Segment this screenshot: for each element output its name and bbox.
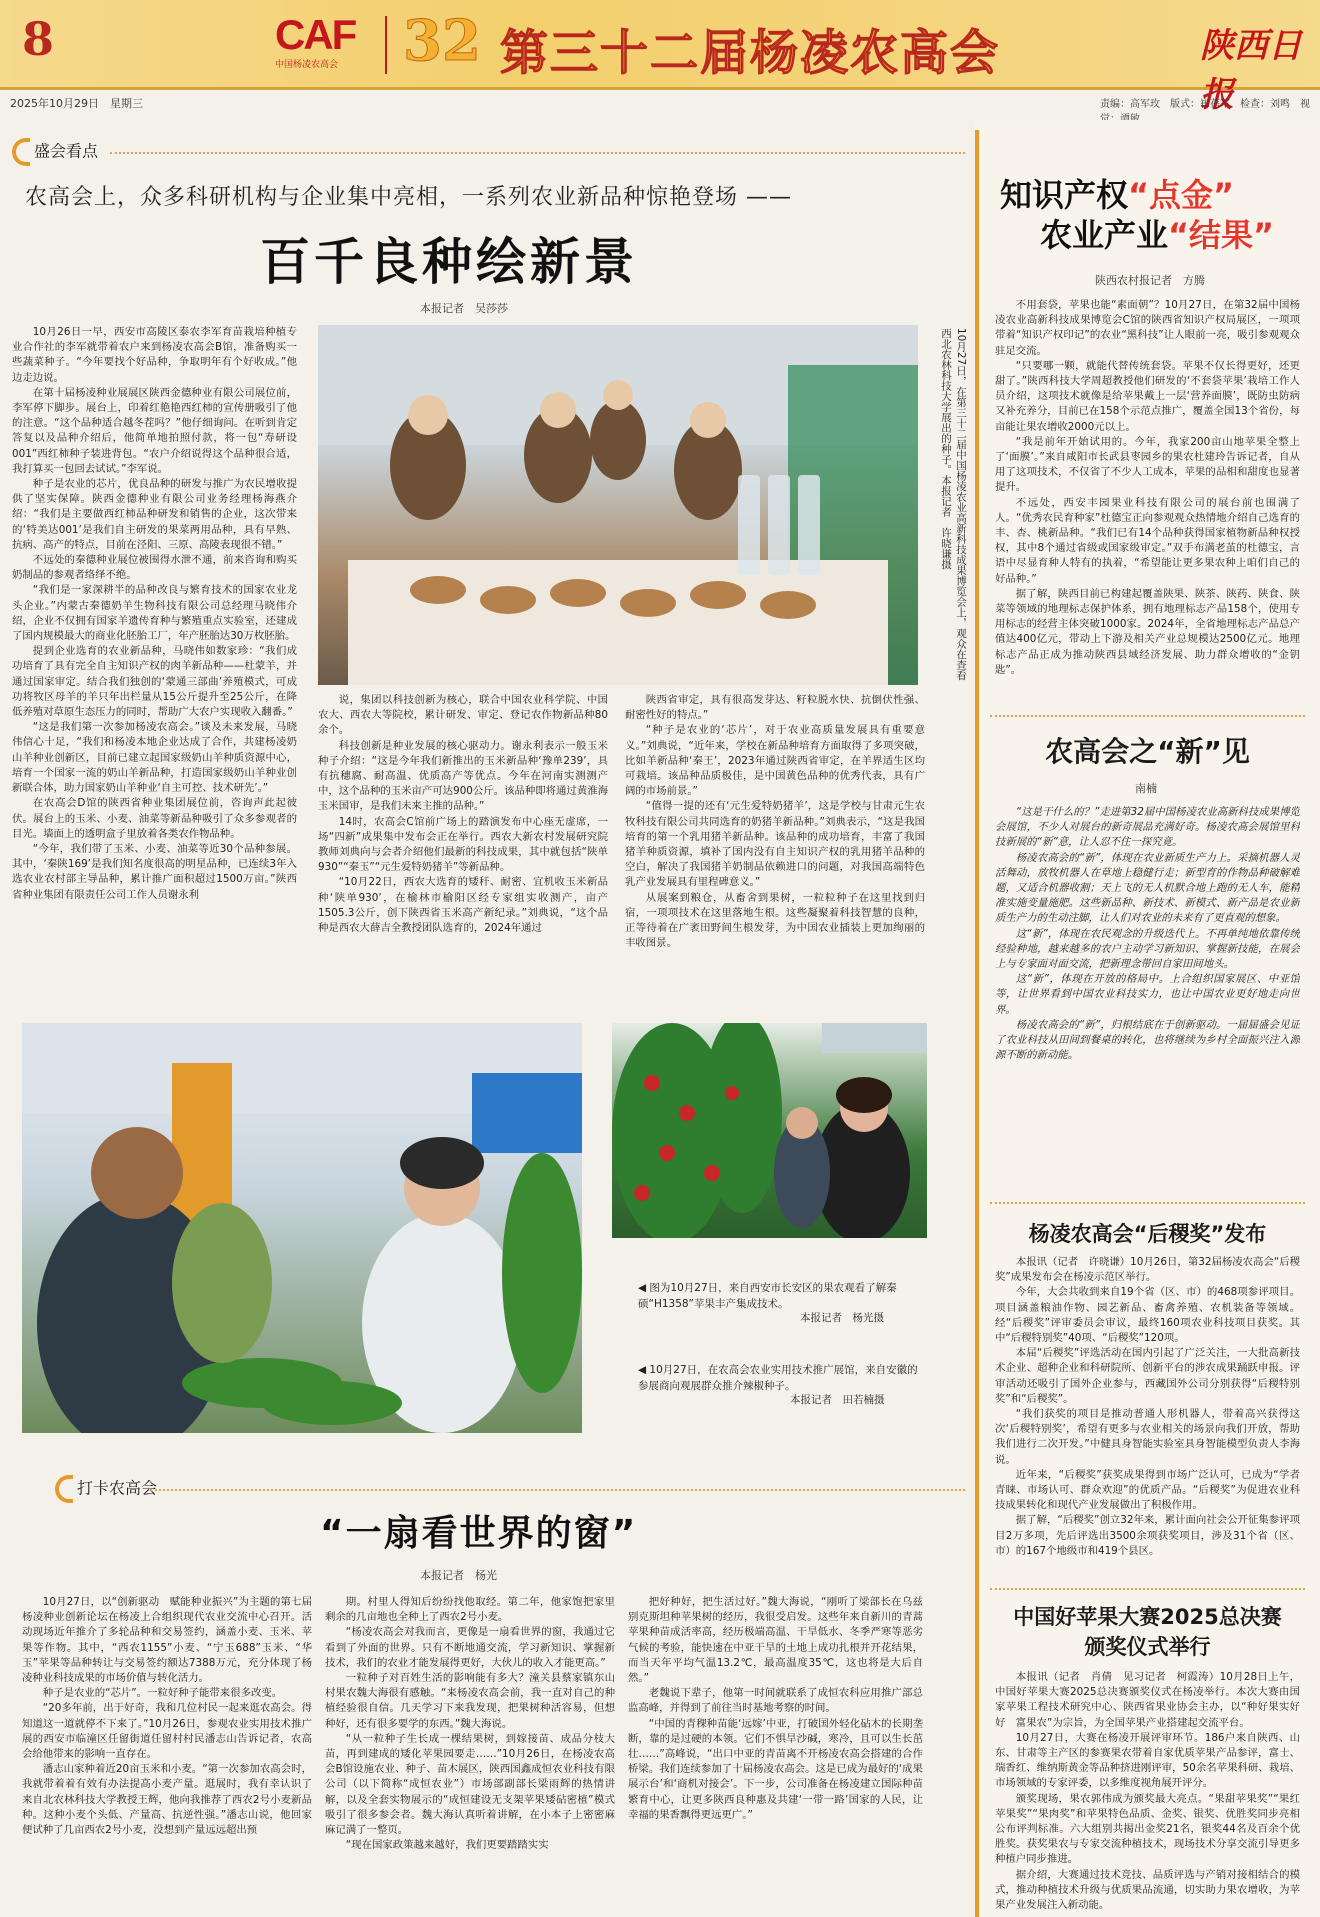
photo-farmer-vegetables-art — [22, 1023, 582, 1433]
sidebar — [975, 120, 1320, 1917]
fair-name: 第三十二届杨凌农高会 — [500, 25, 1001, 81]
main-headline: 百千良种绘新景 — [260, 233, 638, 291]
editors-credit: 责编：高军玫 版式：崔蓓军 检查：刘鸣 视 — [1100, 99, 1310, 110]
fair-number: 32 — [403, 8, 481, 74]
lower-col-2: 期。村里人得知后纷纷找他取经。第二年，他家饱把家里剩余的几亩地也全种上了西农2号小麦。 “杨凌农高会对我而言，更像是一扇看世界的窗，我通过它看到了外面的世界。只有不断地通交流，学习新知识、掌握新技术，我们的农业才能发展得更好，大伙儿的收入才能更高。” 一粒种子对百姓生活的影响能有多大？潼关县蔡家镇东山村果农魏大海很有感触。“来杨凌农高会前，我一直对自己的种植经验很自信。几天学习下来我发现，把果树种活容易，但想种好，还有很多要学的东西。”魏大海说。 “从一粒种子生长成一棵结果树，到嫁接苗、成品分枝大苗，再到建成的矮化苹果园要走……”10月26日，在杨凌农高会B馆设施农业、种子、苗木展区，陕西国鑫成恒农业科技有限公司（以下简称“成恒农业”）市场部副部长梁雨辉的热情讲解，以及全套实物展示的“成恒建设无支架苹果矮砧密植”模式吸引了很多参会者。魏大海认真听着讲解，在小本子上密密麻麻记满了一整页。 “现在国家政策越来越好，我们更要踏踏实实 — [325, 1596, 615, 1852]
section-rule-lower — [150, 1489, 965, 1491]
caf-logo — [275, 12, 375, 82]
sidebar-story4-title: 中国好苹果大赛2025总决赛 颁奖仪式举行 — [1013, 1605, 1282, 1659]
section-label-lower: 打卡农高会 — [55, 1475, 185, 1509]
sidebar-story1-body: 不用套袋，苹果也能“素面朝”？10月27日，在第32届中国杨凌农业高新科技成果博览会C馆的陕西省知识产权局展区，一项项带着“知识产权印记”的农业“黑科技”让人眼前一亮，吸引参观观众驻足交流。 “只要哪一颗，就能代替传统套袋。苹果不仅长得更好，还更甜了。”陕西科技大学周超教授他们研发的‘不套袋苹果’栽培工作人员介绍，这项技术就像是给苹果戴上一层‘营养面膜’，既防虫防病又补充养分，目前已在158个示范点推广，覆盖全国13个省份，每亩能让果农增收2000元以上。 “我是前年开始试用的。今年，我家200亩山地苹果全整上了‘面膜’。”来自咸阳市长武县枣园乡的果农杜建玲告诉记者，自从用了这项技术，不仅省了不少人工成本，苹果的品相和甜度也显著提升。 不远处，西安丰园果业科技有限公司的展台前也围满了人。“优秀农民育种家”杜德宝正向参观观众热情地介绍自己选育的丰、杏、桃新品种。“我们已有14个品种获得国家植物新品种权授权，其中8个通过省级或国家级审定。”双手布满老茧的杜德宝，言语中尽显育种人特有的执着，“希望能让更多果农种上咱们自己的好品种。” 据了解，陕西目前已构建起覆盖陕果、陕茶、陕药、陕食、陕菜等领域的地理标志保护体系，拥有地理标志产品158个，使用专用标志的经营主体突破1000家。2024年，全省地理标志产品总产值达400亿元，带动上下游及相关产业总规模达2500亿元。地理标志产品正成为推动陕西县域经济发展、助力群众增收的“金钥匙”。 — [995, 299, 1300, 676]
sidebar-rule-2 — [990, 1202, 1305, 1204]
sidebar-story3-title: 杨凌农高会“后稷奖”发布 — [1028, 1222, 1267, 1246]
sidebar-story1-byline: 陕西农村报记者 方腾 — [1095, 274, 1205, 287]
section-arc-icon — [12, 138, 30, 166]
main-col-2: 说，集团以科技创新为核心，联合中国农业科学院、中国农大、西农大等院校，累计研发、审定、登记农作物新品种80余个。 科技创新是种业发展的核心驱动力。谢永利表示一般玉米种子介绍：“这是今年我们新推出的玉米新品种‘豫单239’，具有抗穗腐、耐高温、优质高产等优点。今年在河南实测测产中，这个品种的玉米亩产可达900公斤。该品种即将通过黄淮海玉米国审，是我们未来主推的品种。” 14时，农高会C馆前广场上的踏演发布中心座无虚席，一场“四新”成果集中发布会正在举行。西农大新农村发展研究院教师刘典向与会者介绍他们最新的科技成果，其中就包括“陕单930”“秦玉”“元生爱特奶猪羊”等新品种。 “10月22日，西农大选育的矮秆、耐密、宜机收玉米新品种‘陕单930’，在榆林市榆阳区经专家组实收测产，亩产1505.3公斤，创下陕西省玉米高产新纪录。”刘典说，“这个品种是西农大薛吉全教授团队选育的，2024年通过 — [318, 694, 608, 935]
photo-pepper-stand-credit: 本报记者 杨光摄 — [800, 1312, 884, 1324]
dateline: 2025年10月29日 星期三 — [10, 97, 143, 110]
photo-seed-display-art — [318, 325, 918, 685]
section-arc-icon — [55, 1475, 73, 1503]
main-col-3: 陕西省审定，具有很高发芽达、籽粒脱水快、抗倒伏性强、耐密性好的特点。” “种子是农业的‘芯片’，对于农业高质量发展具有重要意义。”刘典说，“近年来，学校在新品种培育方面取得了多项突破，比如羊新品种‘秦王’，2023年通过陕西省审定，在羊界适生区均可栽培。该品种品质极佳，是中国黄色品种的优秀代表，具有广阔的市场前景。” “值得一提的还有‘元生爱特奶猪羊’，这是学校与甘肃元生农牧科技有限公司共同选育的奶猪羊新品种。”刘典表示，“这是我国培育的第一个乳用猪羊新品种。该品种的成功培育，丰富了我国猪羊种质资源，填补了国内没有自主知识产权的乳用猪羊品种的空白，解决了我国猪羊奶制品依赖进口的问题，对我国高端特色乳产业发展具有里程碑意义。” 从展案到粮仓，从畜舍到果树，一粒粒种子在这里找到归宿，一项项技术在这里落地生根。这些凝聚着科技智慧的良种，正等待着在广袤田野间生根发芽，为中国农业插装上更加绚丽的丰收图景。 — [625, 694, 925, 950]
page-number: 8 — [22, 12, 55, 66]
triangle-marker-icon: ◀ — [638, 1364, 647, 1376]
sidebar-story2-title: 农高会之“新”见 — [1045, 735, 1250, 768]
sidebar-story1-title: 知识产权“点金” 农业产业“结果” — [1000, 176, 1275, 254]
masthead-divider — [385, 16, 387, 74]
section-rule — [110, 152, 965, 154]
main-subhead: 农高会上，众多科研机构与企业集中亮相，一系列农业新品种惊艳登场 —— — [25, 185, 792, 210]
main-col-1: 10月26日一早，西安市高陵区泰农李军育苗栽培种植专业合作社的李军就带着农户来到杨凌农高会B馆，准备购买一些蔬菜种子。“今年要找个好品种，争取明年有个好收成。”他边走边说。 在第十届杨凌种业展展区陕西金德种业有限公司展位前，李军停下脚步。展台上，印着红艳艳西红柿的宣传册吸引了他的注意。“这个品种适合越冬茬吗？”他仔细询问。在听到肯定答复以及品种介绍后，他简单地拍照付款，将一包“寿研设001”西红柿种子装进背包。“农户介绍说得这个品种很合适，我打算买一包回去试试。”李军说。 种子是农业的芯片，优良品种的研发与推广为农民增收提供了坚实保障。陕西金德种业有限公司业务经理杨海燕介绍：“我们是主要做西红柿品种研发和销售的企业，这次带来的‘特美达001’是我们自主研发的果菜两用品种，具有早熟、抗病、高产的特点，目前在泾阳、三原、高陵表现很不错。” 不远处的秦德种业展位被围得水泄不通，前来咨询和购买奶制品的参观者络绎不绝。 “我们是一家深耕半的品种改良与繁育技术的国家农业龙头企业。”内蒙古秦德奶羊生物科技有限公司总经理马晓伟介绍，企业不仅拥有国家羊遗传育种与繁殖重点实验室，还建成了国内规模最大的商业化胚胎工厂，年产胚胎达30万枚胚胎。 提到企业选育的农业新品种，马晓伟如数家珍：“我们成功培育了具有完全自主知识产权的肉羊新品种——杜蒙羊，并通过国家审定。结合我们独创的‘蒙通三部曲’养殖模式，可成功将牧区母羊的羊只年出栏量从15公斤提升至25公斤，在降低养殖对草原生态压力的同时，帮助广大农户实现收入翻番。” “这是我们第一次参加杨凌农高会。”谈及未来发展，马晓伟信心十足，“我们和杨凌本地企业达成了合作，共建杨凌奶山羊种业创新区，目前已建立起国家级奶山羊种质资源中心，培育一个国家一流的奶山羊新品种，打造国家级奶山羊种业创新联合体，助力国家奶山羊种业‘自主可控、技术研先’。” 在农高会D馆的陕西省种业集团展位前，咨询声此起彼伏。展台上的玉米、小麦、油菜等新品种吸引了众多参观者的目光。墙面上的透明盒子里放着各类农作物品种。 “今年，我们带了玉米、小麦、油菜等近30个品种参展。其中，‘秦陕169’是我们知名度很高的明星品种，已连续3年入选农业农村部主导品种，累计推广面积超过1500万亩。”陕西省种业集团有限责任公司工作人员谢永利 — [12, 326, 297, 901]
main-byline: 本报记者 吴莎莎 — [420, 302, 508, 315]
sidebar-rule-1 — [990, 715, 1305, 717]
photo-farmer-vegetables-caption: ◀ 10月27日，在农高会农业实用技术推广展馆，来自安徽的参展商向观展群众推介辣椒种子。 — [638, 1364, 918, 1392]
photo-farmer-vegetables-credit: 本报记者 田若楠摄 — [790, 1394, 885, 1406]
sidebar-story2-byline: 南楠 — [1135, 782, 1157, 795]
lower-headline: “一扇看世界的窗” — [320, 1513, 638, 1554]
photo-farmer-vegetables — [22, 1023, 582, 1433]
lower-col-1: 10月27日，以“创新驱动 赋能种业振兴”为主题的第七届杨凌种业创新论坛在杨凌上合组织现代农业交流中心召开。活动现场近年推介了多轮品种和交易签约，涵盖小麦、玉米、苹果等作物。其中，“西农1155”小麦、“宁玉688”玉米、“华玉”苹果等品种转让与交易签约额达7388万元，充分体现了杨凌种业科技成果的市场价值与转化活力。 种子是农业的“芯片”。一粒好种子能带来很多改变。 “20多年前，出于好奇，我和几位村民一起来逛农高会。得知道这一道就停不下来了。”10月26日，参观农业实用技术推广展的西安市临潼区任留街道任留村村民潘志山告诉记者，农高会给他带来的影响一直存在。 潘志山家种着近20亩玉米和小麦。“第一次参加农高会时，我就带着着有效有办法提高小麦产量。逛展时，我有幸认识了来自北农林科技大学教授王辉，他向我推荐了西农2号小麦新品种。这种小麦个头低、产量高、抗逆性强。”潘志山说，他回家便试种了几亩西农2号小麦，没想到产量远远超出预 — [22, 1596, 312, 1837]
photo-seed-display — [318, 325, 918, 685]
photo-pepper-stand-caption: ◀ 图为10月27日，来自西安市长安区的果农观看了解秦硕“H1358”苹果丰产集成技术。 — [638, 1282, 897, 1310]
photo-pepper-stand-art — [612, 1023, 927, 1238]
lower-col-3: 把好种好，把生活过好。”魏大海说，“刚听了梁部长在乌兹别克斯坦种苹果树的经历，我很受启发。这些年来自新川的青蒿苹果种苗成活率高，经历极端高温、干旱低水、冬季严寒等恶劣气候的考验，能快速在中亚干旱的土地上成功扎根并开花结果，而当天年平均气温13.2℃，最高温度35℃，这也将是大后自然。” 老魏说下辈子，他第一时间就联系了成恒农科应用推广部总监高峰，并得到了前往当时基地考察的时间。 “中国的青稞种苗能‘远嫁’中亚，打破国外轻化砧木的长期垄断，靠的是过硬的本领。它们不惧旱沙碱，寒冷，且可以生长茁壮……”高峰说，“出口中亚的青苗离不开杨凌农高会搭建的合作桥梁。我们连续参加了十届杨凌农高会。这是已成为最好的‘成果展示台’和‘商机对接会’。下一步，公司准备在杨凌建立国际种苗繁育中心，让更多陕西良种惠及共建‘一带一路’国家的人民，让幸福的果香飘得更远更广。” — [628, 1596, 923, 1821]
sidebar-story4-body: 本报讯（记者 肖倩 见习记者 柯霞涛）10月28日上午，中国好苹果大赛2025总决赛颁奖仪式在杨凌举行。本次大赛由国家苹果工程技术研究中心、陕西省果业协会主办，以“种好果实好好 富果农”为宗旨，为全国苹果产业搭建起交流平台。 10月27日，大赛在杨凌开展评审环节。186户来自陕西、山东、甘肃等主产区的参赛果农带着自家优质苹果产品参评，富士、瑞香红、维纳斯黄金等品种挤进刚评审，50余名苹果科研、栽培、市场领域的专家评委，以多维度视角展开评分。 颁奖现场，果农郭伟成为颁奖最大亮点。“果甜苹果奖”“果红苹果奖”“果肉奖”和苹果特色品质、金奖、银奖、优胜奖同步亮相公布评判标准。六大组别共揭出金奖21名，银奖44名及百余个优胜奖。获奖果农与专家交流种植技术，现场技术分享交流引导更多种植户同步推进。 据介绍，大赛通过技术竞技、品质评选与产销对接相结合的模式，推动种植技术升级与优质果品流通，切实助力果农增收，为苹果产业发展注入新动能。 — [995, 1671, 1300, 1912]
sidebar-story2-body: “这是干什么的？”走进第32届中国杨凌农业高新科技成果博览会展馆，不少人对展台的新奇展品充满好奇。杨凌农高会展馆里科技新展的“新”意，让人忍不住一探究竟。 杨凌农高会的“新”，体现在农业新质生产力上。采摘机器人灵活舞动，放牧机器人在草地上稳健行走；新型育的作物品种破解难题，又适合机器收割；天上飞的无人机默合地上跑的无人车，能精准实施变量施肥。这些新品种、新技术、新模式、新产品是农业新质生产力的生动注脚，让人们对农业的未来有了更直观的想象。 这“新”，体现在农民观念的升级迭代上。不再单纯地依靠传统经验种地，越来越多的农户主动学习新知识、掌握新技能，在展会上与专家面对面交流，把新理念带回自家田间地头。 这“新”，体现在开放的格局中。上合组织国家展区、中亚馆等，让世界看到中国农业科技实力，也让中国农业更好地走向世界。 杨凌农高会的“新”，归根结底在于创新驱动。一届届盛会见证了农业科技从田间到餐桌的转化，也将继续为乡村全面振兴注入源源不断的新动能。 — [995, 806, 1300, 1062]
caf-logo-org: 中国杨凌农高会 — [275, 60, 339, 70]
lower-byline: 本报记者 杨光 — [420, 1569, 497, 1582]
sidebar-rule-3 — [990, 1588, 1305, 1590]
photo-pepper-stand — [612, 1023, 927, 1238]
caf-logo-text: CAF — [275, 11, 356, 58]
photo-seed-display-caption: 10月27日，在第三十二届中国杨凌农业高新科技成果博览会上，观众在查看西北农林科技大学展出的种子。本报记者 许晓谦摄 — [940, 328, 967, 681]
triangle-marker-icon: ◀ — [638, 1282, 647, 1294]
section-label-main: 盛会看点 — [12, 138, 142, 172]
sidebar-story3-body: 本报讯（记者 许晓谦）10月26日，第32届杨凌农高会“后稷奖”成果发布会在杨凌示范区举行。 今年，大会共收到来自19个省（区、市）的468项参评项目。项目涵盖粮油作物、园艺新品、畜禽养殖、农机装备等领域。经“后稷奖”评审委员会审议，最终160项农业科技项目获奖。其中“后稷特别奖”40项、“后稷奖”120项。 本届“后稷奖”评选活动在国内引起了广泛关注，一大批高新技术企业、超种企业和科研院所、创新平台的涉农成果踊跃申报。评审活动还吸引了国外企业参与，西藏国外公司分别获得“后稷特别奖”和“后稷奖”。 “我们获奖的项目是推动普通人形机器人，带着高兴获得这次‘后稷特别奖’，希望有更多与农业相关的场景向我们开放，帮助我们进行二次开发。”中健具身智能实验室具身智能模型负责人李海说。 近年来，“后稷奖”获奖成果得到市场广泛认可，已成为“学者青睐、市场认可、群众欢迎”的优质产品。“后稷奖”为促进农业科技成果转化和现代产业发展做出了积极作用。 据了解，“后稷奖”创立32年来，累计面向社会公开征集参评项目2万多项，先后评选出3500余项获奖项目，涉及31个省（区、市）的167个地级市和419个县区。 — [995, 1256, 1300, 1557]
paper-logo: 陕西日报 — [1200, 26, 1302, 115]
